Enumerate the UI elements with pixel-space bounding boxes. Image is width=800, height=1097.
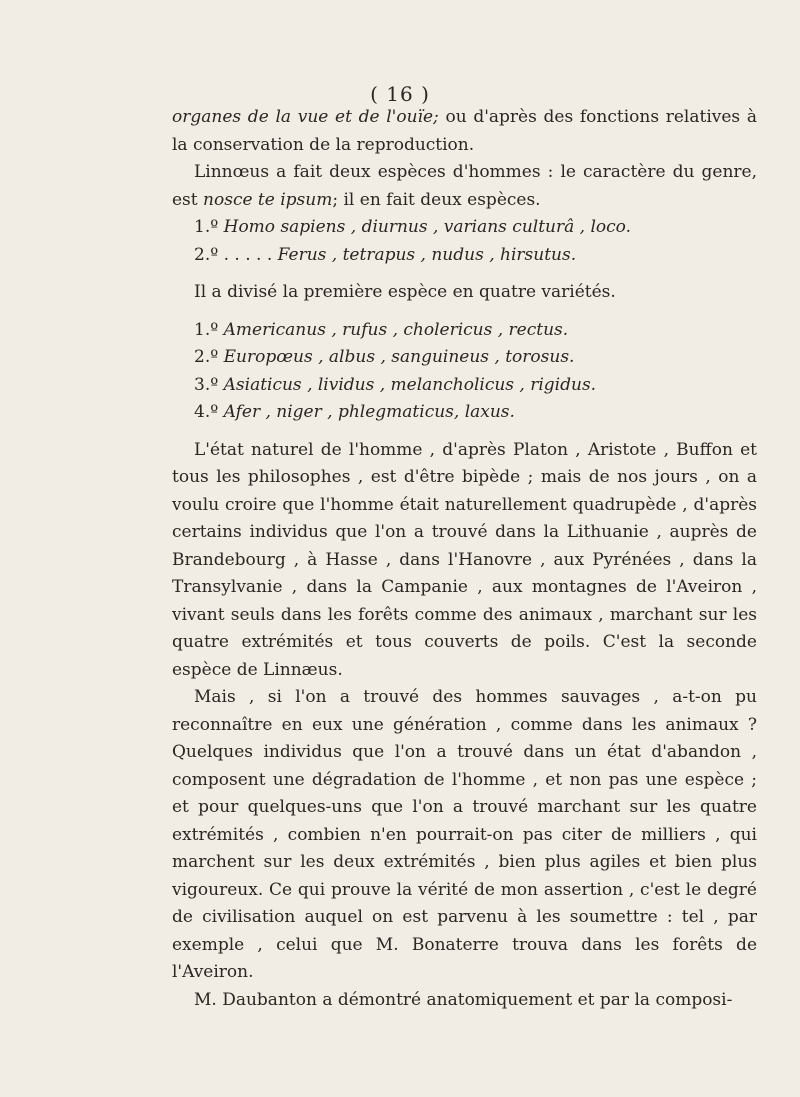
italic-phrase: nosce te ipsum	[203, 189, 333, 210]
paragraph-daubanton: M. Daubanton a démontré anatomiquement et par la composi-	[194, 989, 733, 1010]
paragraph-natural-state: L'état naturel de l'homme , d'après Platon , Aristote , Buffon et tous les philosophes , est d'être bipède ; mais de nos jours , on a voulu croire que l'homme était naturellement quadrupède , d'après certains individus que l'on a trouvé dans la Lithuanie , auprès de Brandebourg , à Hasse , dans l'Hanovre , aux Pyrénées , dans la Transylvanie , dans la Campanie , aux montagnes de l'Aveiron , vivant seuls dans les forêts comme des animaux , marchant sur les quatre extrémités et tous couverts de poils. C'est la seconde espèce de Linnæus.	[172, 439, 757, 680]
variety-item: 4.º Afer , niger , phlegmaticus, laxus.	[194, 402, 515, 422]
page-number: ( 16 )	[370, 82, 430, 106]
body-text	[172, 104, 757, 1014]
paragraph-continuation	[172, 104, 757, 159]
variety-item: 2.º Europœus , albus , sanguineus , torosus.	[194, 347, 575, 367]
paragraph-wild-men: Mais , si l'on a trouvé des hommes sauvages , a-t-on pu reconnaître en eux une génération , comme dans les animaux ? Quelques individus que l'on a trouvé dans un état d'abandon , composent une dégradation de l'homme , et non pas une espèce ; et pour quelques-uns que l'on a trouvé marchant sur les quatre extrémités , combien n'en pourrait-on pas citer de milliers , qui marchent sur les deux extrémités , bien plus agiles et bien plus vigoureux. Ce qui prouve la vérité de mon assertion , c'est le degré de civilisation auquel on est parvenu à les soumettre : tel , par exemple , celui que M. Bonaterre trouva dans les forêts de l'Aveiron.	[172, 687, 757, 982]
species-item: 2.º . . . . . Ferus , tetrapus , nudus , hirsutus.	[194, 244, 577, 265]
variety-item: 1.º Americanus , rufus , cholericus , rectus.	[194, 319, 569, 340]
italic-phrase: organes de la vue et de l'ouïe;	[172, 107, 439, 127]
paragraph-linnaeus: Linnœus a fait deux espèces d'hommes : le caractère du genre, est nosce te ipsum; il en fait deux espèces.	[172, 162, 757, 210]
paragraph-text: ou d'après des fonctions relatives à la conservation de la reproduction.	[172, 107, 757, 155]
variety-item: 3.º Asiaticus , lividus , melancholicus , rigidus.	[194, 374, 597, 395]
paragraph-varieties-intro: Il a divisé la première espèce en quatre variétés.	[194, 282, 616, 302]
species-item: 1.º Homo sapiens , diurnus , varians culturâ , loco.	[194, 217, 632, 237]
